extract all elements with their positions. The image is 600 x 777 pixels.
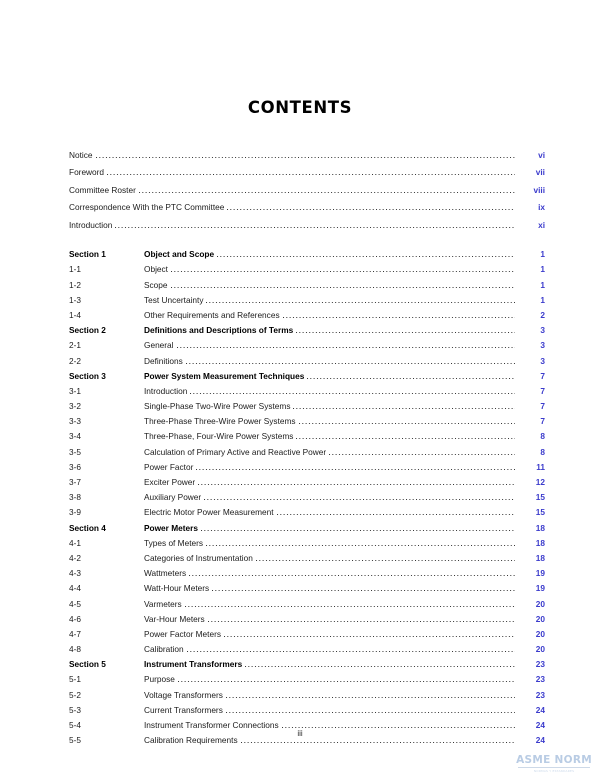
dot-leader	[299, 423, 515, 424]
dot-leader	[226, 712, 515, 713]
toc-entry-page[interactable]: 3	[540, 340, 545, 351]
toc-entry[interactable]	[69, 629, 545, 644]
folio-page-number: iii	[297, 729, 303, 738]
toc-entry-title: General	[144, 340, 174, 351]
toc-entry[interactable]	[69, 568, 545, 583]
toc-entry-number: 4-2	[69, 552, 81, 563]
toc-entry-title: Definitions	[144, 355, 183, 366]
toc-entry-number: 4-8	[69, 644, 81, 655]
toc-entry-title: Power Factor	[144, 461, 194, 472]
toc-entry-page[interactable]: 12	[535, 477, 545, 487]
toc-entry-page[interactable]: 3	[540, 355, 545, 366]
toc-entry-number: 3-7	[69, 477, 81, 487]
dot-leader	[208, 621, 515, 622]
toc-entry-title: Types of Meters	[144, 537, 204, 548]
toc-entry-title: Notice	[69, 150, 93, 160]
toc-entry-page[interactable]: 1	[540, 264, 545, 275]
toc-entry-title: Foreword	[69, 167, 105, 178]
toc-entry-number: 5-3	[69, 704, 81, 715]
toc-entry-page[interactable]: 19	[535, 568, 545, 579]
toc-entry[interactable]	[69, 583, 545, 598]
toc-entry-title: Power System Measurement Techniques	[144, 370, 305, 381]
dot-leader	[190, 393, 515, 394]
toc-entry[interactable]	[69, 264, 545, 279]
toc-entry-title: Electric Motor Power Measurement	[144, 507, 274, 518]
numbered-sections	[69, 249, 545, 750]
toc-entry-number: 4-4	[69, 583, 81, 594]
toc-entry-page[interactable]: 20	[535, 598, 545, 609]
toc-entry-page[interactable]: 18	[535, 552, 545, 563]
toc-entry-page[interactable]: 18	[535, 522, 545, 533]
toc-entry-title: Varmeters	[144, 598, 182, 609]
toc-entry[interactable]	[69, 431, 545, 446]
toc-entry[interactable]	[69, 386, 545, 401]
toc-entry[interactable]	[69, 462, 545, 477]
toc-entry-page[interactable]: ix	[538, 202, 545, 213]
toc-entry-page[interactable]: 15	[535, 492, 545, 503]
toc-entry-title: Current Transformers	[144, 704, 223, 715]
toc-entry[interactable]	[69, 249, 545, 264]
toc-entry-page[interactable]: 20	[535, 628, 545, 639]
toc-entry-title: Test Uncertainty	[144, 294, 204, 305]
toc-entry-number: 5-5	[69, 735, 81, 746]
toc-entry[interactable]	[69, 674, 545, 689]
toc-entry[interactable]	[69, 220, 545, 237]
toc-entry[interactable]	[69, 371, 545, 386]
toc-entry-title: Voltage Transformers	[144, 689, 223, 700]
toc-entry-title: Three-Phase Three-Wire Power Systems	[144, 416, 296, 427]
toc-entry-title: Other Requirements and References	[144, 309, 280, 320]
dot-leader	[189, 575, 515, 576]
toc-entry-title: Power Meters	[144, 522, 198, 533]
toc-entry-number: Section 5	[69, 659, 106, 670]
toc-entry-number: Section 3	[69, 370, 106, 381]
toc-entry[interactable]	[69, 167, 545, 184]
toc-entry-page[interactable]: 15	[535, 507, 545, 518]
toc-entry[interactable]	[69, 477, 545, 492]
toc-entry[interactable]	[69, 150, 545, 167]
toc-entry[interactable]	[69, 492, 545, 507]
toc-entry-page[interactable]: 24	[535, 720, 545, 730]
dot-leader	[241, 742, 515, 743]
front-matter-section	[69, 150, 545, 237]
dot-leader	[256, 560, 515, 561]
toc-entry[interactable]	[69, 295, 545, 310]
toc-entry-title: Calibration	[144, 644, 184, 655]
dot-leader	[307, 378, 515, 379]
dot-leader	[206, 302, 515, 303]
toc-entry-page[interactable]: 8	[540, 431, 545, 442]
toc-entry[interactable]	[69, 447, 545, 462]
toc-entry-number: 3-3	[69, 416, 81, 427]
toc-entry-title: Object and Scope	[144, 249, 215, 260]
toc-entry-page[interactable]: 24	[535, 735, 545, 746]
toc-entry[interactable]	[69, 614, 545, 629]
toc-entry-title: Scope	[144, 279, 168, 290]
toc-entry[interactable]	[69, 538, 545, 553]
toc-entry-page[interactable]: 23	[535, 659, 545, 670]
toc-entry-title: Calibration Requirements	[144, 735, 238, 746]
toc-entry[interactable]	[69, 690, 545, 705]
toc-entry-number: 2-1	[69, 340, 81, 351]
dot-leader	[245, 666, 515, 667]
dot-leader	[107, 174, 515, 175]
toc-entry-number: 2-2	[69, 355, 81, 366]
toc-entry-number: 4-5	[69, 598, 81, 609]
toc-entry[interactable]	[69, 325, 545, 340]
toc-entry-page[interactable]: 18	[535, 537, 545, 548]
toc-entry-page[interactable]: viii	[533, 184, 545, 195]
dot-leader	[171, 271, 515, 272]
toc-entry-number: 3-8	[69, 492, 81, 503]
watermark-main-text: ASME NORM	[516, 753, 592, 766]
toc-entry-title: Instrument Transformers	[144, 659, 243, 670]
toc-entry-number: Section 1	[69, 249, 106, 260]
dot-leader	[186, 363, 515, 364]
toc-entry-number: 1-3	[69, 294, 81, 305]
toc-entry-title: Watt-Hour Meters	[144, 583, 210, 594]
dot-leader	[206, 545, 515, 546]
toc-entry-page[interactable]: 2	[540, 309, 545, 320]
dot-leader	[177, 347, 515, 348]
toc-entry[interactable]	[69, 416, 545, 431]
toc-entry-number: 4-7	[69, 628, 81, 639]
dot-leader	[226, 697, 515, 698]
toc-entry-title: Single-Phase Two-Wire Power Systems	[144, 401, 291, 412]
toc-entry-number: 3-9	[69, 507, 81, 518]
section-divider-space	[69, 237, 545, 249]
toc-entry-number: 3-6	[69, 461, 81, 472]
toc-entry[interactable]	[69, 553, 545, 568]
toc-entry-title: Auxiliary Power	[144, 492, 202, 503]
dot-leader	[198, 484, 515, 485]
dot-leader	[296, 438, 515, 439]
dot-leader	[282, 727, 515, 728]
dot-leader	[171, 287, 515, 288]
toc-entry-page[interactable]: 20	[535, 613, 545, 624]
toc-entry[interactable]	[69, 340, 545, 355]
toc-entry-title: Instrument Transformer Connections	[144, 720, 279, 730]
toc-entry-title: Exciter Power	[144, 477, 196, 487]
toc-entry-number: 1-2	[69, 279, 81, 290]
toc-entry-number: Section 2	[69, 325, 106, 336]
toc-entry-page[interactable]: 8	[540, 446, 545, 457]
toc-entry-title: Committee Roster	[69, 184, 136, 195]
toc-entry-title: Three-Phase, Four-Wire Power Systems	[144, 431, 294, 442]
toc-list	[69, 150, 545, 750]
toc-entry-number: 1-1	[69, 264, 81, 275]
dot-leader	[212, 590, 515, 591]
dot-leader	[329, 454, 515, 455]
toc-entry-number: 3-1	[69, 385, 81, 396]
dot-leader	[139, 192, 515, 193]
dot-leader	[224, 636, 515, 637]
toc-entry-number: 5-2	[69, 689, 81, 700]
toc-entry-page[interactable]: 1	[540, 249, 545, 260]
toc-entry-number: 4-6	[69, 613, 81, 624]
toc-entry-number: Section 4	[69, 522, 106, 533]
page-title: CONTENTS	[247, 98, 353, 117]
dot-leader	[178, 681, 515, 682]
toc-entry-number: 1-4	[69, 309, 81, 320]
toc-entry-title: Wattmeters	[144, 568, 187, 579]
toc-entry-title: Introduction	[69, 219, 113, 230]
toc-entry-page[interactable]: vii	[535, 167, 545, 178]
toc-entry-title: Power Factor Meters	[144, 628, 221, 639]
toc-entry-page[interactable]: 24	[535, 704, 545, 715]
toc-entry[interactable]	[69, 401, 545, 416]
toc-entry-page[interactable]: 7	[540, 385, 545, 396]
watermark-sub-text: NORMAS Y ESTANDARES	[533, 769, 575, 773]
toc-entry-page[interactable]: 23	[535, 674, 545, 685]
toc-entry[interactable]	[69, 185, 545, 202]
dot-leader	[204, 499, 515, 500]
toc-entry[interactable]	[69, 202, 545, 219]
toc-entry[interactable]	[69, 659, 545, 674]
dot-leader	[277, 514, 515, 515]
toc-entry-title: Introduction	[144, 385, 188, 396]
toc-entry-page[interactable]: 3	[540, 325, 545, 336]
toc-entry-page[interactable]: vi	[538, 150, 545, 160]
dot-leader	[296, 332, 515, 333]
toc-entry-title: Object	[144, 264, 168, 275]
toc-entry-page[interactable]: 7	[540, 401, 545, 412]
asme-norm-watermark	[516, 755, 592, 773]
toc-entry[interactable]	[69, 310, 545, 325]
toc-entry-page[interactable]: 1	[540, 294, 545, 305]
dot-leader	[283, 317, 515, 318]
toc-entry-title: Categories of Instrumentation	[144, 552, 253, 563]
dot-leader	[201, 530, 515, 531]
toc-entry-page[interactable]: 19	[535, 583, 545, 594]
toc-entry-number: 3-4	[69, 431, 81, 442]
dot-leader	[187, 651, 515, 652]
toc-entry-number: 5-4	[69, 720, 81, 730]
toc-entry-page[interactable]: 1	[540, 279, 545, 290]
toc-entry[interactable]	[69, 280, 545, 295]
toc-entry-title: Correspondence With the PTC Committee	[69, 202, 225, 213]
toc-entry-page[interactable]: 20	[535, 644, 545, 655]
toc-entry-title: Var-Hour Meters	[144, 613, 205, 624]
toc-entry-number: 4-3	[69, 568, 81, 579]
toc-entry-title: Calculation of Primary Active and Reactive Power	[144, 446, 327, 457]
toc-entry[interactable]	[69, 644, 545, 659]
dot-leader	[227, 209, 515, 210]
toc-entry-page[interactable]: 11	[536, 461, 545, 472]
toc-entry-page[interactable]: 23	[535, 689, 545, 700]
toc-entry-title: Definitions and Descriptions of Terms	[144, 325, 294, 336]
toc-entry-page[interactable]: xi	[538, 219, 545, 230]
toc-entry-number: 5-1	[69, 674, 81, 685]
toc-entry-number: 3-2	[69, 401, 81, 412]
dot-leader	[185, 606, 515, 607]
toc-entry-number: 3-5	[69, 446, 81, 457]
dot-leader	[96, 157, 515, 158]
dot-leader	[115, 227, 515, 228]
dot-leader	[196, 469, 515, 470]
toc-entry-title: Purpose	[144, 674, 175, 685]
toc-entry[interactable]	[69, 705, 545, 720]
dot-leader	[217, 256, 515, 257]
toc-entry[interactable]	[69, 523, 545, 538]
toc-entry[interactable]	[69, 507, 545, 522]
toc-entry[interactable]	[69, 599, 545, 614]
dot-leader	[293, 408, 515, 409]
toc-entry-number: 4-1	[69, 537, 81, 548]
watermark-rule	[518, 767, 590, 768]
toc-entry-page[interactable]: 7	[540, 416, 545, 427]
toc-entry-page[interactable]: 7	[540, 370, 545, 381]
toc-entry[interactable]	[69, 356, 545, 371]
